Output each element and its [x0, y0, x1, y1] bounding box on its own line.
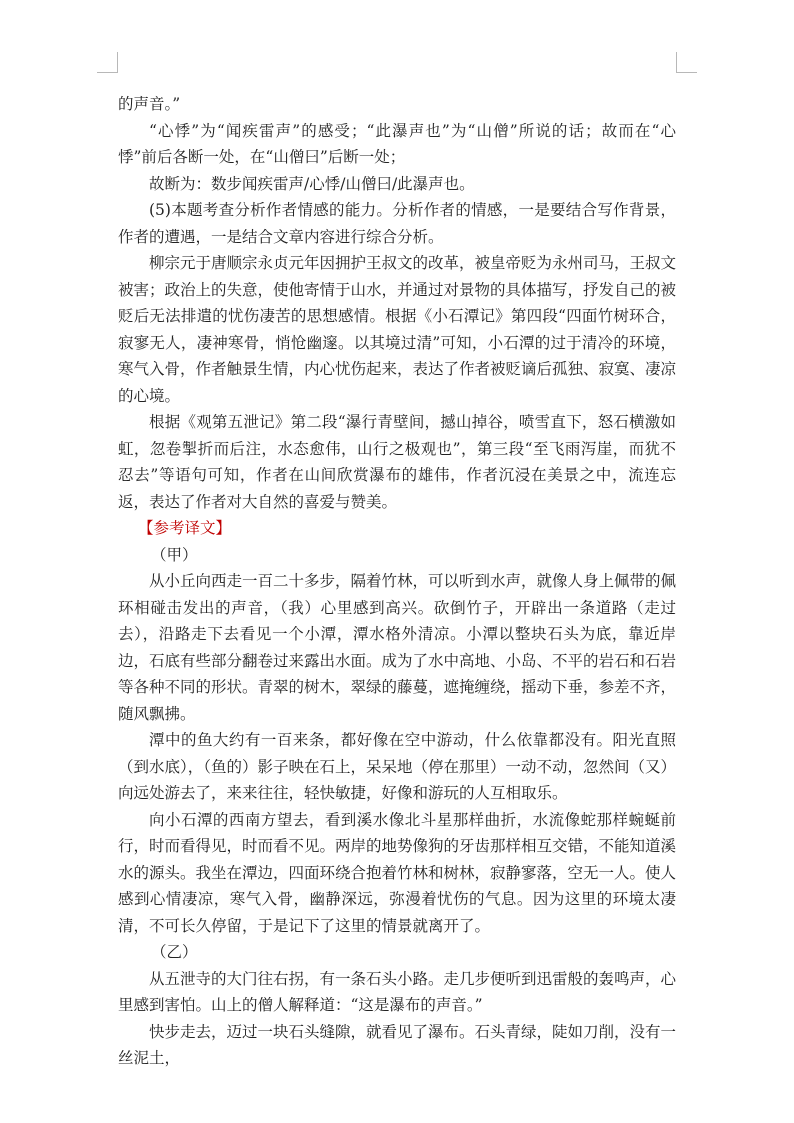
- translation-jia-paragraph-2: 潭中的鱼大约有一百来条，都好像在空中游动，什么依靠都没有。阳光直照（到水底），（鱼的）影子映在石上，呆呆地（停在那里）一动不动，忽然间（又）向远处游去了，来来往往，轻快敏捷，好像和游玩的人互相取乐。: [118, 731, 677, 802]
- translation-jia-paragraph-1: 从小丘向西走一百二十多步，隔着竹林，可以听到水声，就像人身上佩带的佩环相碰击发出的声音，（我）心里感到高兴。砍倒竹子，开辟出一条道路（走过去），沿路走下去看见一个小潭，潭水格外清凉。小潭以整块石头为底，靠近岸边，石底有些部分翻卷过来露出水面。成为了水中高地、小岛、不平的岩石和石岩等各种不同的形状。青翠的树木，翠绿的藤蔓，遮掩缠绕，摇动下垂，参差不齐，随风飘拂。: [118, 572, 677, 723]
- paragraph-punctuation-reason: “心悸”为“闻疾雷声”的感受；“此瀑声也”为“山僧”所说的话；故而在“心悸”前后各断一处，在“山僧曰”后断一处；: [118, 121, 676, 166]
- crop-mark-top-left: [97, 52, 118, 73]
- paragraph-analysis-yi: 根据《观第五泄记》第二段“瀑行青壁间，撼山掉谷，喷雪直下，怒石横激如虹，忽卷掣折而后注，水态愈伟，山行之极观也”，第三段“至飞雨泻崖，而犹不忍去”等语句可知，作者在山间欣赏瀑布的雄伟，作者沉浸在美景之中，流连忘返，表达了作者对大自然的喜爱与赞美。: [118, 413, 676, 511]
- translation-jia-paragraph-3: 向小石潭的西南方望去，看到溪水像北斗星那样曲折，水流像蛇那样蜿蜒前行，时而看得见，时而看不见。两岸的地势像狗的牙齿那样相互交错，不能知道溪水的源头。我坐在潭边，四面环绕合抱着竹林和树林，寂静寥落，空无一人。使人感到心情凄凉，寒气入骨，幽静深远，弥漫着忧伤的气息。因为这里的环境太凄清，不可长久停留，于是记下了这里的情景就离开了。: [118, 810, 677, 935]
- paragraph-question-5: (5)本题考查分析作者情感的能力。分析作者的情感，一是要结合写作背景，作者的遭遇，一是结合文章内容进行综合分析。: [118, 201, 676, 246]
- section-heading-jia: （甲）: [151, 545, 198, 564]
- document-body: [118, 91, 676, 1072]
- crop-mark-top-right: [676, 52, 697, 73]
- translation-yi-paragraph-2: 快步走去，迈过一块石头缝隙，就看见了瀑布。石头青绿，陡如刀削，没有一丝泥土，: [118, 1022, 677, 1067]
- reference-translation-heading: 【参考译文】: [138, 519, 232, 537]
- paragraph-continuation: 的声音。”: [118, 95, 181, 113]
- paragraph-analysis-jia: 柳宗元于唐顺宗永贞元年因拥护王叔文的改革，被皇帝贬为永州司马，王叔文被害；政治上的失意，使他寄情于山水，并通过对景物的具体描写，抒发自己的被贬后无法排遣的忧伤凄苦的思想感情。根据《小石潭记》第四段“四面竹树环合，寂寥无人，凄神寒骨，悄怆幽邃。以其境过清”可知，小石潭的过于清冷的环境，寒气入骨，作者触景生情，内心忧伤起来，表达了作者被贬谪后孤独、寂寞、凄凉的心境。: [118, 254, 677, 405]
- paragraph-punctuation-answer: 故断为：数步闻疾雷声/心悸/山僧曰/此瀑声也。: [149, 174, 475, 193]
- section-heading-yi: （乙）: [151, 943, 198, 961]
- translation-yi-paragraph-1: 从五泄寺的大门往右拐，有一条石头小路。走几步便听到迅雷般的轰鸣声，心里感到害怕。山上的僧人解释道：“这是瀑布的声音。”: [118, 969, 677, 1014]
